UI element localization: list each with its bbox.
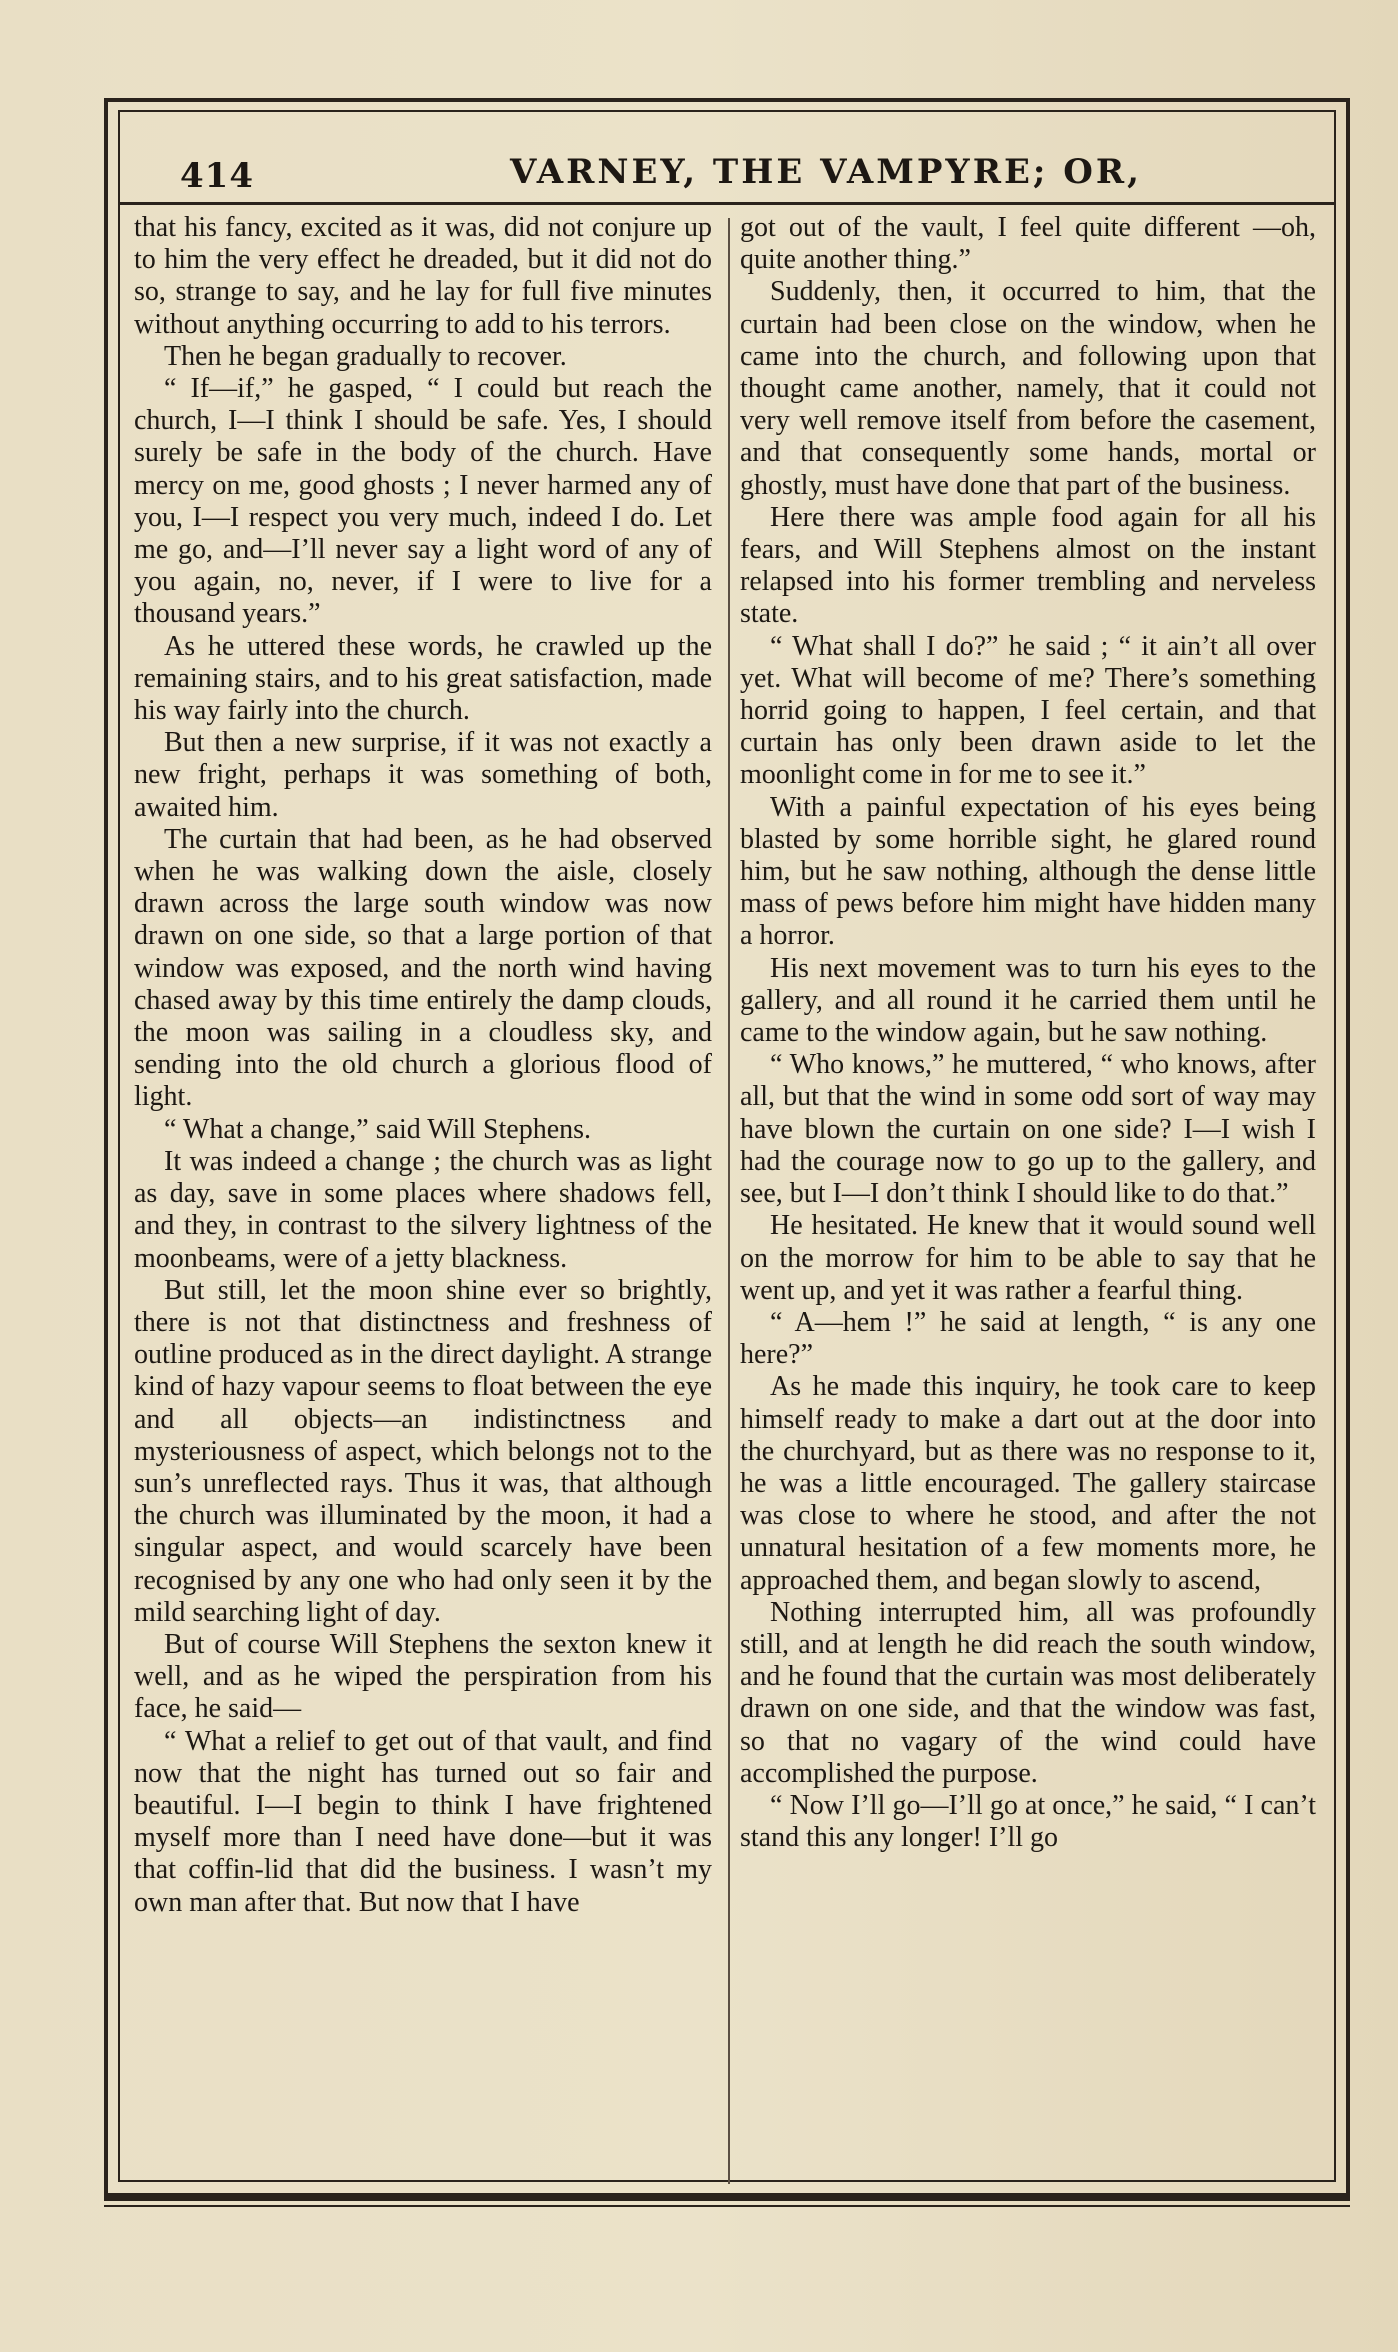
paragraph: His next movement was to turn his eyes to the gallery, and all round it he carried them until he came to the window again, but he saw nothing. <box>740 952 1316 1049</box>
paragraph: Here there was ample food again for all his fears, and Will Stephens almost on the instant relapsed into his former trembling and nerveless state. <box>740 501 1316 630</box>
paragraph: “ What shall I do?” he said ; “ it ain’t all over yet. What will become of me? There’s something horrid going to happen, I feel certain, and that curtain has only been drawn aside to let the moonlight come in for me to see it.” <box>740 630 1316 791</box>
right-column <box>740 212 1316 2190</box>
paragraph: As he uttered these words, he crawled up the remaining stairs, and to his great satisfaction, made his way fairly into the church. <box>134 630 712 727</box>
running-title: VARNEY, THE VAMPYRE; OR, <box>510 152 1142 192</box>
paragraph: But then a new surprise, if it was not exactly a new fright, perhaps it was something of both, awaited him. <box>134 727 712 823</box>
paragraph: But still, let the moon shine ever so brightly, there is not that distinctness and freshness of outline produced as in the direct daylight. A strange kind of hazy vapour seems to float between the eye and all objects—an indistinctness and mysteriousness of aspect, which belongs not to the sun’s unreflected rays. Thus it was, that although the church was illuminated by the moon, it had a singular aspect, and would scarcely have been recognised by any one who had only seen it by the mild searching light of day. <box>134 1274 712 1628</box>
paragraph: Nothing interrupted him, all was profoundly still, and at length he did reach the south window, and he found that the curtain was most deliberately drawn on one side, and that the window was fast, so that no vagary of the wind could have accomplished the purpose. <box>740 1596 1316 1789</box>
paragraph: “ Now I’ll go—I’ll go at once,” he said, “ I can’t stand this any longer! I’ll go <box>740 1789 1316 1854</box>
paragraph: “ If—if,” he gasped, “ I could but reach the church, I—I think I should be safe. Yes, I should surely be safe in the body of the church. Have mercy on me, good ghosts ; I never harmed any of you, I—I respect you very much, indeed I do. Let me go, and—I’ll never say a light word of any of you again, no, never, if I were to live for a thousand years.” <box>134 373 712 630</box>
page-header <box>120 132 1334 205</box>
paragraph: It was indeed a change ; the church was as light as day, save in some places where shadows fell, and they, in contrast to the silvery lightness of the moonbeams, were of a jetty blackness. <box>134 1145 712 1274</box>
paragraph: He hesitated. He knew that it would sound well on the morrow for him to be able to say that he went up, and yet it was rather a fearful thing. <box>740 1210 1316 1306</box>
paragraph: As he made this inquiry, he took care to keep himself ready to make a dart out at the door into the churchyard, but as there was no response to it, he was a little encouraged. The gallery staircase was close to where he stood, and after the not unnatural hesitation of a few moments more, he approached them, and began slowly to ascend, <box>740 1371 1316 1596</box>
column-divider <box>728 218 730 2184</box>
paragraph: that his fancy, excited as it was, did not conjure up to him the very effect he dreaded, but it did not do so, strange to say, and he lay for full five minutes without anything occurring to add to his terrors. <box>134 212 712 340</box>
paragraph: Suddenly, then, it occurred to him, that the curtain had been close on the window, when he came into the church, and following upon that thought came another, namely, that it could not very well remove itself from before the casement, and that consequently some hands, mortal or ghostly, must have done that part of the business. <box>740 276 1316 501</box>
left-column <box>134 212 712 2190</box>
paragraph: “ What a change,” said Will Stephens. <box>164 1113 592 1145</box>
paragraph: got out of the vault, I feel quite different —oh, quite another thing.” <box>740 212 1316 276</box>
paragraph: The curtain that had been, as he had observed when he was walking down the aisle, closely drawn across the large south window was now drawn on one side, so that a large portion of that window was exposed, and the north wind having chased away by this time entirely the damp clouds, the moon was sailing in a cloudless sky, and sending into the old church a glorious flood of light. <box>134 823 712 1113</box>
paragraph: But of course Will Stephens the sexton knew it well, and as he wiped the perspiration from his face, he said— <box>134 1628 712 1725</box>
paragraph: “ Who knows,” he muttered, “ who knows, after all, but that the wind in some odd sort of way may have blown the curtain on one side? I—I wish I had the courage now to go up to the gallery, and see, but I—I don’t think I should like to do that.” <box>740 1049 1316 1210</box>
paragraph: “ A—hem !” he said at length, “ is any one here?” <box>740 1306 1316 1371</box>
paragraph: With a painful expectation of his eyes being blasted by some horrible sight, he glared round him, but he saw nothing, although the dense little mass of pews before him might have hidden many a horror. <box>740 791 1316 952</box>
page-number: 414 <box>180 156 254 196</box>
bottom-rule <box>104 2197 1350 2207</box>
paragraph: “ What a relief to get out of that vault, and find now that the night has turned out so fair and beautiful. I—I begin to think I have frightened myself more than I need have done—but it was that coffin-lid that did the business. I wasn’t my own man after that. But now that I have <box>134 1725 712 1918</box>
paragraph: Then he began gradually to recover. <box>164 340 567 372</box>
